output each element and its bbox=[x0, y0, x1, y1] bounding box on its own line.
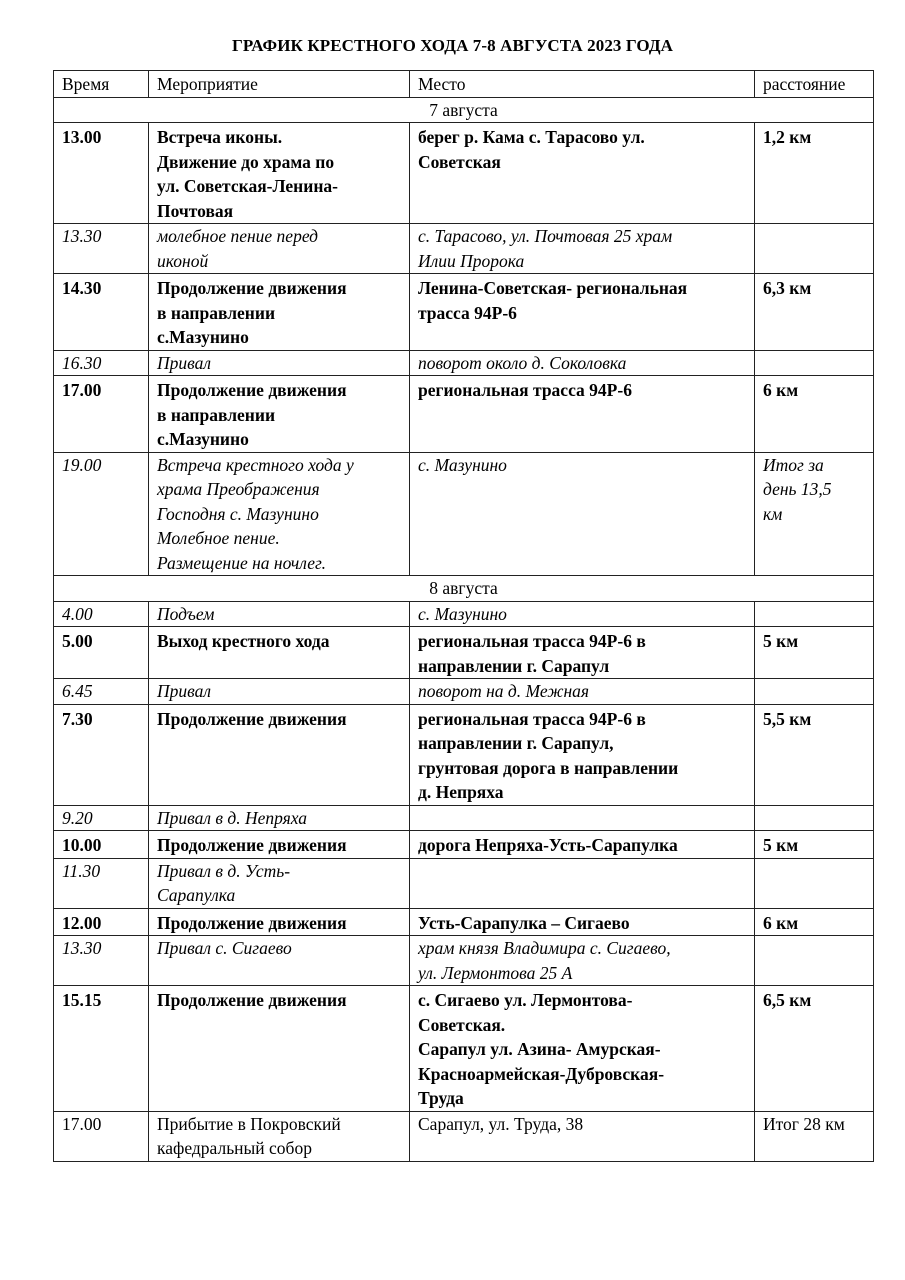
cell-time: 16.30 bbox=[54, 350, 149, 376]
day-separator-row bbox=[54, 97, 874, 123]
cell-event: Прибытие в Покровский кафедральный собор bbox=[149, 1111, 410, 1161]
cell-place: Ленина-Советская- региональная трасса 94Р-6 bbox=[410, 274, 755, 351]
cell-event: Встреча крестного хода у храма Преображения Господня с. Мазунино Молебное пение. Размещение на ночлег. bbox=[149, 452, 410, 576]
cell-event: Подъем bbox=[149, 601, 410, 627]
cell-event: Привал с. Сигаево bbox=[149, 936, 410, 986]
cell-event: Продолжение движения в направлении с.Мазунино bbox=[149, 274, 410, 351]
cell-event: Продолжение движения bbox=[149, 831, 410, 859]
cell-time: 17.00 bbox=[54, 1111, 149, 1161]
cell-time: 12.00 bbox=[54, 908, 149, 936]
table-row bbox=[54, 986, 874, 1112]
cell-event: Привал bbox=[149, 350, 410, 376]
cell-distance bbox=[755, 805, 874, 831]
cell-event: Продолжение движения в направлении с.Мазунино bbox=[149, 376, 410, 453]
cell-time: 13.30 bbox=[54, 936, 149, 986]
cell-distance bbox=[755, 936, 874, 986]
table-row bbox=[54, 452, 874, 576]
cell-distance: 5 км bbox=[755, 627, 874, 679]
cell-place: дорога Непряха-Усть-Сарапулка bbox=[410, 831, 755, 859]
cell-place: региональная трасса 94Р-6 в направлении г. Сарапул, грунтовая дорога в направлении д. Непряха bbox=[410, 704, 755, 805]
cell-event: Продолжение движения bbox=[149, 986, 410, 1112]
table-row bbox=[54, 679, 874, 705]
header-place: Место bbox=[410, 71, 755, 98]
cell-event: Продолжение движения bbox=[149, 908, 410, 936]
cell-place: поворот на д. Межная bbox=[410, 679, 755, 705]
cell-place: с. Мазунино bbox=[410, 601, 755, 627]
cell-distance: 6 км bbox=[755, 376, 874, 453]
cell-event: Встреча иконы. Движение до храма по ул. Советская-Ленина- Почтовая bbox=[149, 123, 410, 224]
cell-time: 13.30 bbox=[54, 224, 149, 274]
table-row bbox=[54, 376, 874, 453]
table-row bbox=[54, 274, 874, 351]
table-row bbox=[54, 627, 874, 679]
table-row bbox=[54, 350, 874, 376]
cell-event: Привал в д. Усть- Сарапулка bbox=[149, 858, 410, 908]
cell-distance: 6,5 км bbox=[755, 986, 874, 1112]
table-row bbox=[54, 704, 874, 805]
cell-event: Продолжение движения bbox=[149, 704, 410, 805]
cell-time: 17.00 bbox=[54, 376, 149, 453]
cell-time: 6.45 bbox=[54, 679, 149, 705]
cell-place: поворот около д. Соколовка bbox=[410, 350, 755, 376]
cell-place: с. Сигаево ул. Лермонтова- Советская. Сарапул ул. Азина- Амурская- Красноармейская-Дубровская- Труда bbox=[410, 986, 755, 1112]
cell-place bbox=[410, 805, 755, 831]
procession-schedule-table bbox=[53, 70, 874, 1162]
cell-distance: 5,5 км bbox=[755, 704, 874, 805]
cell-place: региональная трасса 94Р-6 bbox=[410, 376, 755, 453]
schedule-body bbox=[54, 71, 874, 1162]
cell-distance: 1,2 км bbox=[755, 123, 874, 224]
cell-distance: 5 км bbox=[755, 831, 874, 859]
cell-event: молебное пение перед иконой bbox=[149, 224, 410, 274]
cell-place: храм князя Владимира с. Сигаево, ул. Лермонтова 25 А bbox=[410, 936, 755, 986]
cell-distance bbox=[755, 224, 874, 274]
cell-distance: Итог 28 км bbox=[755, 1111, 874, 1161]
cell-place: Усть-Сарапулка – Сигаево bbox=[410, 908, 755, 936]
table-row bbox=[54, 858, 874, 908]
cell-distance: 6 км bbox=[755, 908, 874, 936]
table-row bbox=[54, 601, 874, 627]
cell-time: 9.20 bbox=[54, 805, 149, 831]
cell-distance bbox=[755, 601, 874, 627]
cell-event: Привал bbox=[149, 679, 410, 705]
header-time: Время bbox=[54, 71, 149, 98]
cell-event: Привал в д. Непряха bbox=[149, 805, 410, 831]
cell-distance: Итог за день 13,5 км bbox=[755, 452, 874, 576]
cell-distance: 6,3 км bbox=[755, 274, 874, 351]
table-row bbox=[54, 936, 874, 986]
cell-distance bbox=[755, 350, 874, 376]
cell-time: 13.00 bbox=[54, 123, 149, 224]
table-header-row bbox=[54, 71, 874, 98]
cell-place: Сарапул, ул. Труда, 38 bbox=[410, 1111, 755, 1161]
cell-distance bbox=[755, 679, 874, 705]
day-label: 8 августа bbox=[54, 576, 874, 602]
header-event: Мероприятие bbox=[149, 71, 410, 98]
cell-place: с. Мазунино bbox=[410, 452, 755, 576]
cell-time: 5.00 bbox=[54, 627, 149, 679]
day-separator-row bbox=[54, 576, 874, 602]
cell-time: 19.00 bbox=[54, 452, 149, 576]
document-title: ГРАФИК КРЕСТНОГО ХОДА 7-8 АВГУСТА 2023 ГОДА bbox=[231, 36, 674, 55]
cell-place: региональная трасса 94Р-6 в направлении г. Сарапул bbox=[410, 627, 755, 679]
cell-time: 10.00 bbox=[54, 831, 149, 859]
day-label: 7 августа bbox=[54, 97, 874, 123]
table-row bbox=[54, 805, 874, 831]
table-row bbox=[54, 1111, 874, 1161]
cell-time: 7.30 bbox=[54, 704, 149, 805]
cell-time: 4.00 bbox=[54, 601, 149, 627]
header-distance: расстояние bbox=[755, 71, 874, 98]
cell-place: берег р. Кама с. Тарасово ул. Советская bbox=[410, 123, 755, 224]
cell-time: 15.15 bbox=[54, 986, 149, 1112]
cell-time: 14.30 bbox=[54, 274, 149, 351]
cell-place bbox=[410, 858, 755, 908]
cell-distance bbox=[755, 858, 874, 908]
table-row bbox=[54, 908, 874, 936]
table-row bbox=[54, 224, 874, 274]
cell-time: 11.30 bbox=[54, 858, 149, 908]
table-row bbox=[54, 831, 874, 859]
cell-event: Выход крестного хода bbox=[149, 627, 410, 679]
table-row bbox=[54, 123, 874, 224]
cell-place: с. Тарасово, ул. Почтовая 25 храм Илии Пророка bbox=[410, 224, 755, 274]
